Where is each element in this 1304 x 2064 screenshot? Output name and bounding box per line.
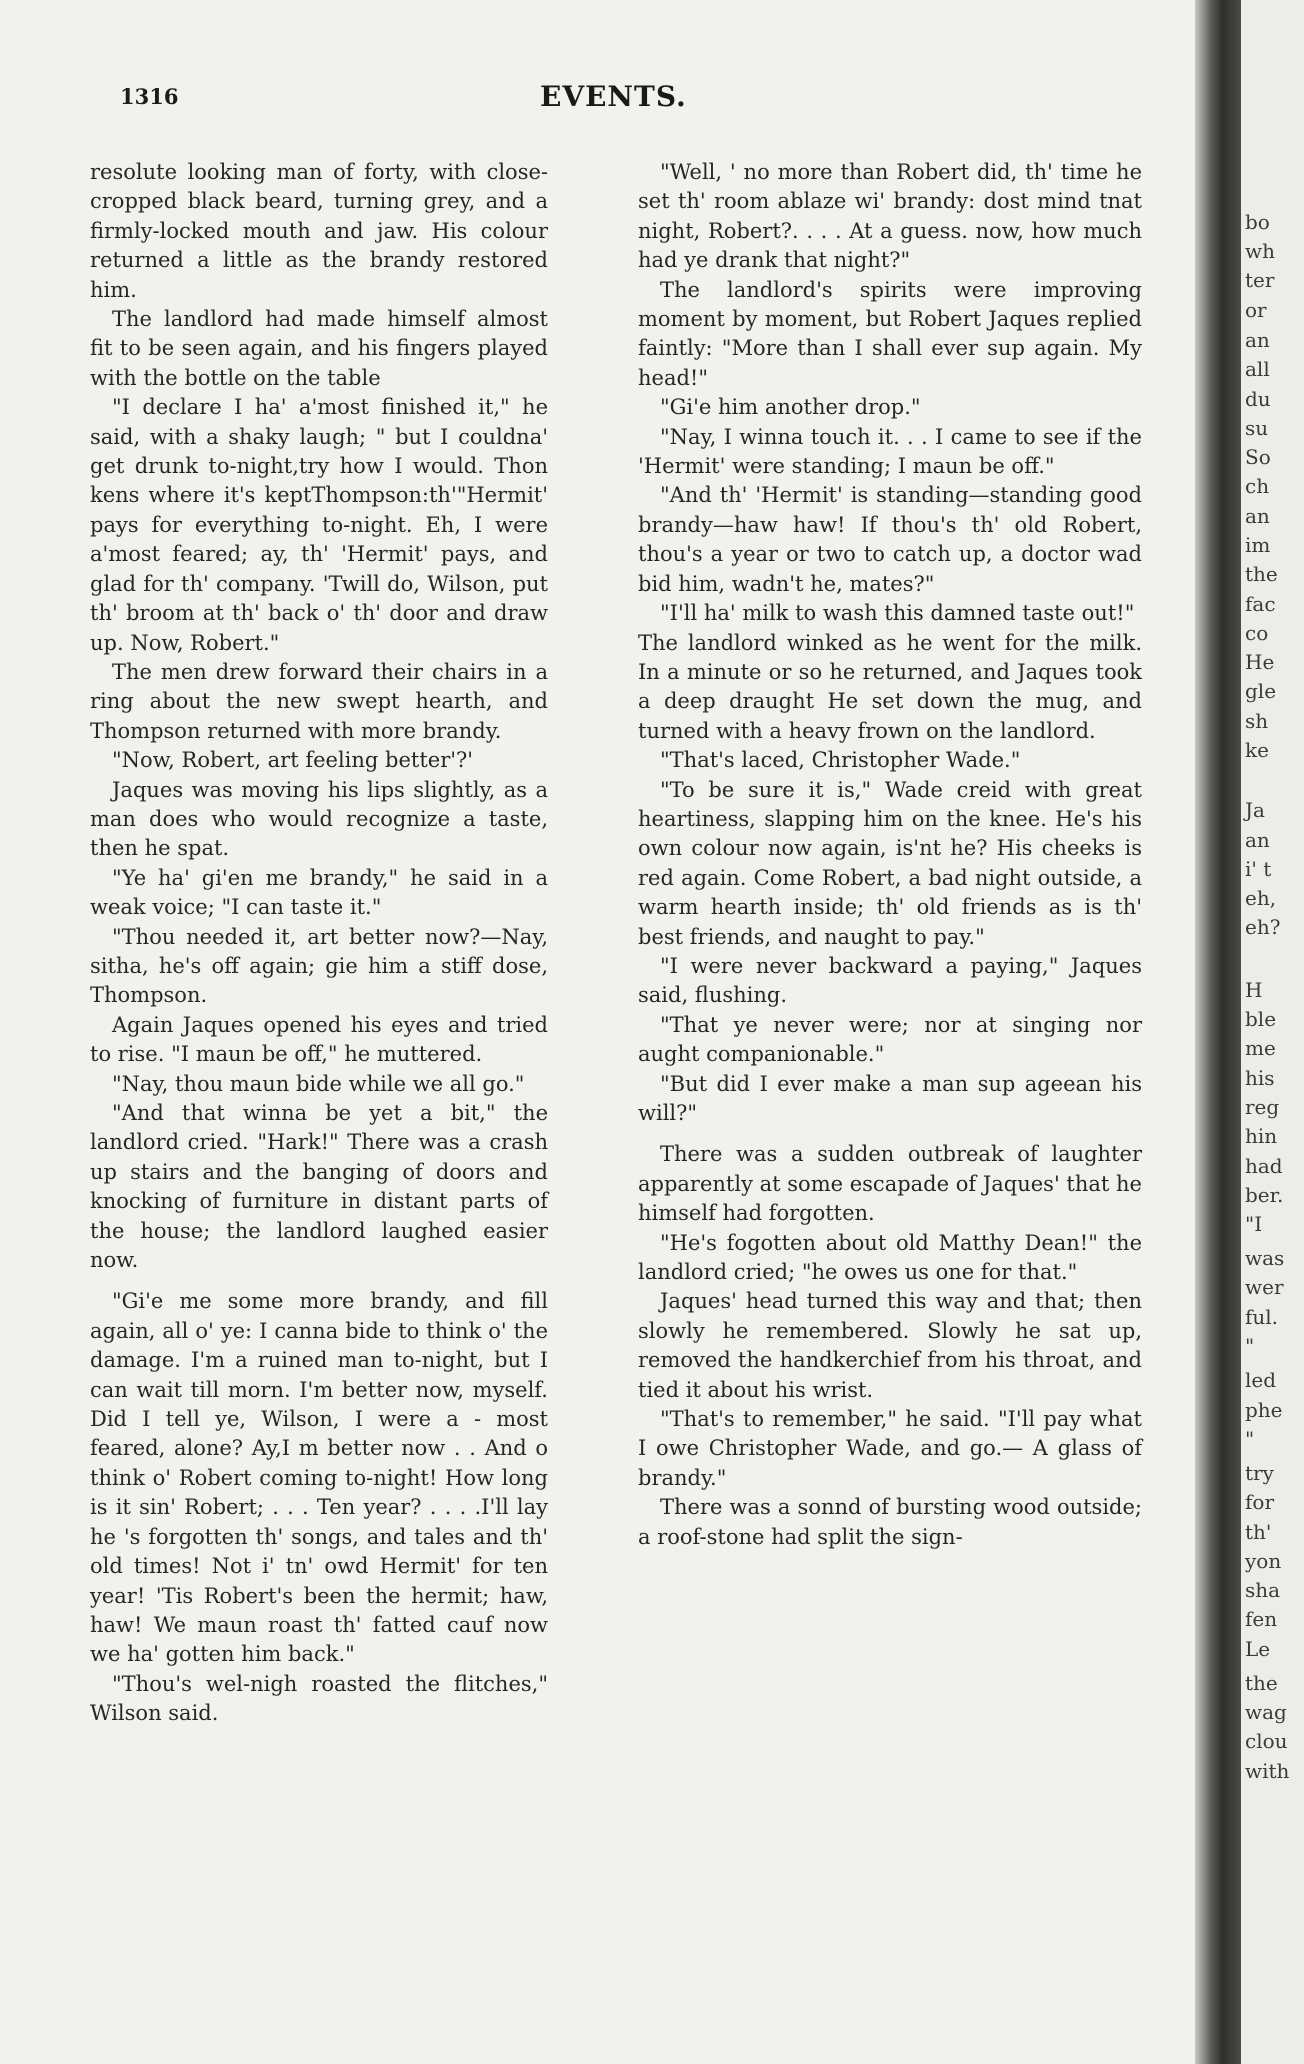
next-page-text-fragment: im — [1245, 533, 1271, 557]
paragraph: The men drew forward their chairs in a ring about the new swept hearth, and Thompson returned with more brandy. — [90, 659, 548, 743]
next-page-text-fragment: eh, — [1245, 886, 1277, 910]
next-page-text-fragment: ful. — [1245, 1305, 1279, 1329]
paragraph: "Nay, thou maun bide while we all go." — [112, 1071, 525, 1096]
left-column — [90, 158, 548, 1729]
paragraph: The landlord had made himself almost fit to be seen again, and his fingers played with the bottle on the table — [90, 307, 548, 390]
paragraph: Again Jaques opened his eyes and tried to rise. "I maun be off," he muttered. — [90, 1012, 548, 1067]
next-page-text-fragment: Le — [1245, 1637, 1271, 1661]
next-page-text-fragment: su — [1245, 416, 1269, 440]
next-page-text-fragment: sh — [1245, 709, 1269, 733]
paragraph: Jaques' head turned this way and that; then slowly he remembered. Slowly he sat up, removed the handkerchief from his throat, and tied it about his wrist. — [638, 1289, 1142, 1402]
next-page-text-fragment: wag — [1245, 1700, 1287, 1724]
next-page-text-fragment: He — [1245, 650, 1275, 674]
next-page-text-fragment: had — [1245, 1154, 1283, 1178]
next-page-text-fragment: fen — [1245, 1607, 1278, 1631]
next-page-text-fragment: or — [1245, 298, 1267, 322]
paragraph: "But did I ever make a man sup ageean his will?" — [638, 1071, 1142, 1125]
next-page-text-fragment: ble — [1245, 1007, 1277, 1031]
next-page-text-fragment: reg — [1245, 1095, 1280, 1119]
next-page-text-fragment: co — [1245, 621, 1269, 645]
next-page-text-fragment: clou — [1245, 1729, 1288, 1753]
next-page-text-fragment: with — [1245, 1759, 1290, 1783]
next-page-text-fragment: ch — [1245, 474, 1270, 498]
next-page-text-fragment: try — [1245, 1461, 1274, 1485]
next-page-text-fragment: ter — [1245, 268, 1275, 292]
next-page-text-fragment: an — [1245, 504, 1270, 528]
next-page-text-fragment: yon — [1245, 1549, 1282, 1573]
paragraph: "Thou needed it, art better now?—Nay, sitha, he's off again; gie him a stiff dose, Thompson. — [90, 924, 548, 1008]
page-number: 1316 — [120, 84, 179, 109]
next-page-text-fragment: the — [1245, 562, 1278, 586]
paragraph: "And that winna be yet a bit," the landlord cried. "Hark!" There was a crash up stairs and the banging of doors and knocking of furniture in distant parts of the house; the landlord laughed easier now. — [90, 1101, 548, 1273]
paragraph: "Gi'e me some more brandy, and fill again, all o' ye: I canna bide to think o' the damage. I'm a ruined man to-night, but I can wait till morn. I'm better now, myself. Did I tell ye, Wilson, I were a - most feared, alone? Ay,I m better now . . And o think o' Robert coming to-night! How long is it sin' Robert; . . . Ten year? . . . .I'll lay he 's forgotten th' songs, and tales and th' old times! Not i' tn' owd Hermit' for ten year! 'Tis Robert's been the hermit; haw, haw! We maun roast th' fatted cauf now we ha' gotten him back." — [90, 1289, 548, 1667]
next-page-text-fragment: bo — [1245, 210, 1270, 234]
next-page-text-fragment: "I — [1245, 1212, 1263, 1236]
next-page-text-fragment: an — [1245, 328, 1270, 352]
next-page-text-fragment: gle — [1245, 679, 1277, 703]
next-page-text-fragment: eh? — [1245, 915, 1281, 939]
next-page-edge — [1241, 0, 1304, 2064]
next-page-text-fragment: sha — [1245, 1578, 1281, 1602]
paragraph: "To be sure it is," Wade creid with great heartiness, slapping him on the knee. He's his own colour now again, is'nt he? His cheeks is red again. Come Robert, a bad night outside, a warm hearth inside; th' old friends as is th' best friends, and naught to pay." — [638, 777, 1142, 949]
next-page-text-fragment: " — [1245, 1427, 1255, 1451]
paragraph: There was a sonnd of bursting wood outside; a roof-stone had split the sign- — [638, 1495, 1142, 1549]
paragraph: "Nay, I winna touch it. . . I came to see if the 'Hermit' were standing; I maun be off." — [638, 424, 1142, 479]
paragraph: "Now, Robert, art feeling better'?' — [112, 748, 474, 773]
next-page-text-fragment: Ja — [1245, 798, 1265, 822]
paragraph: "And th' 'Hermit' is standing—standing good brandy—haw haw! If thou's th' old Robert, thou's a year or two to catch up, a doctor wad bid him, wadn't he, mates?" — [638, 483, 1142, 596]
paragraph: The landlord winked as he went for the milk. In a minute or so he returned, and Jaques took a deep draught He set down the mug, and turned with a heavy frown on the landlord. — [638, 630, 1142, 743]
next-page-text-fragment: hin — [1245, 1124, 1278, 1148]
paragraph: "Gi'e him another drop." — [660, 395, 921, 420]
next-page-text-fragment: ke — [1245, 738, 1269, 762]
next-page-text-fragment: an — [1245, 828, 1270, 852]
paragraph: resolute looking man of forty, with close-cropped black beard, turning grey, and a firmly-locked mouth and jaw. His colour returned a little as the brandy restored him. — [90, 160, 548, 302]
paragraph: "I declare I ha' a'most finished it," he said, with a shaky laugh; " but I couldna' get drunk to-night,try how I would. Thon kens where it's keptThompson:th'"Hermit' pays for everything to-night. Eh, I were a'most feared; ay, th' 'Hermit' pays, and glad for th' company. 'Twill do, Wilson, put th' broom at th' back o' th' door and draw up. Now, Robert." — [90, 395, 548, 655]
next-page-text-fragment: the — [1245, 1671, 1278, 1695]
next-page-text-fragment: wer — [1245, 1275, 1284, 1299]
next-page-text-fragment: all — [1245, 357, 1270, 381]
next-page-text-fragment: his — [1245, 1066, 1275, 1090]
next-page-text-fragment: led — [1245, 1368, 1277, 1392]
paragraph: "That's laced, Christopher Wade." — [660, 748, 1021, 773]
next-page-text-fragment: " — [1245, 1334, 1255, 1358]
next-page-text-fragment: So — [1245, 445, 1271, 469]
next-page-text-fragment: was — [1245, 1246, 1285, 1270]
paragraph: "Thou's wel-nigh roasted the flitches," Wilson said. — [90, 1671, 548, 1726]
paragraph: "That ye never were; nor at singing nor aught companionable." — [638, 1012, 1142, 1067]
next-page-text-fragment: wh — [1245, 239, 1275, 263]
paragraph: There was a sudden outbreak of laughter apparently at some escapade of Jaques' that he himself had forgotten. — [638, 1142, 1142, 1226]
next-page-text-fragment: for — [1245, 1490, 1275, 1514]
paragraph: "I'll ha' milk to wash this damned taste out!" — [660, 601, 1135, 626]
next-page-text-fragment: i' t — [1245, 857, 1272, 881]
paragraph: "That's to remember," he said. "I'll pay what I owe Christopher Wade, and go.— A glass of brandy." — [638, 1407, 1142, 1490]
paragraph: "He's fogotten about old Matthy Dean!" the landlord cried; "he owes us one for that." — [638, 1230, 1142, 1285]
next-page-text-fragment: me — [1245, 1036, 1276, 1060]
book-gutter — [1195, 0, 1241, 2064]
next-page-text-fragment: fac — [1245, 592, 1276, 616]
paragraph: The landlord's spirits were improving moment by moment, but Robert Jaques replied faintly: "More than I shall ever sup again. My head!" — [638, 277, 1142, 390]
running-head: EVENTS. — [540, 80, 687, 113]
next-page-text-fragment: phe — [1245, 1398, 1283, 1422]
paragraph: "Ye ha' gi'en me brandy," he said in a weak voice; "I can taste it." — [90, 865, 548, 920]
paragraph: "Well, ' no more than Robert did, th' time he set th' room ablaze wi' brandy: dost mind tnat night, Robert?. . . . At a guess. now, how much had ye drank that night?" — [638, 160, 1142, 273]
next-page-text-fragment: H — [1245, 978, 1263, 1002]
next-page-text-fragment: du — [1245, 387, 1271, 411]
paragraph: Jaques was moving his lips slightly, as a man does who would recognize a taste, then he spat. — [90, 777, 548, 861]
next-page-text-fragment: th' — [1245, 1520, 1272, 1544]
right-column — [638, 158, 1142, 1552]
next-page-text-fragment: ber. — [1245, 1183, 1284, 1207]
paragraph: "I were never backward a paying," Jaques said, flushing. — [638, 953, 1142, 1008]
